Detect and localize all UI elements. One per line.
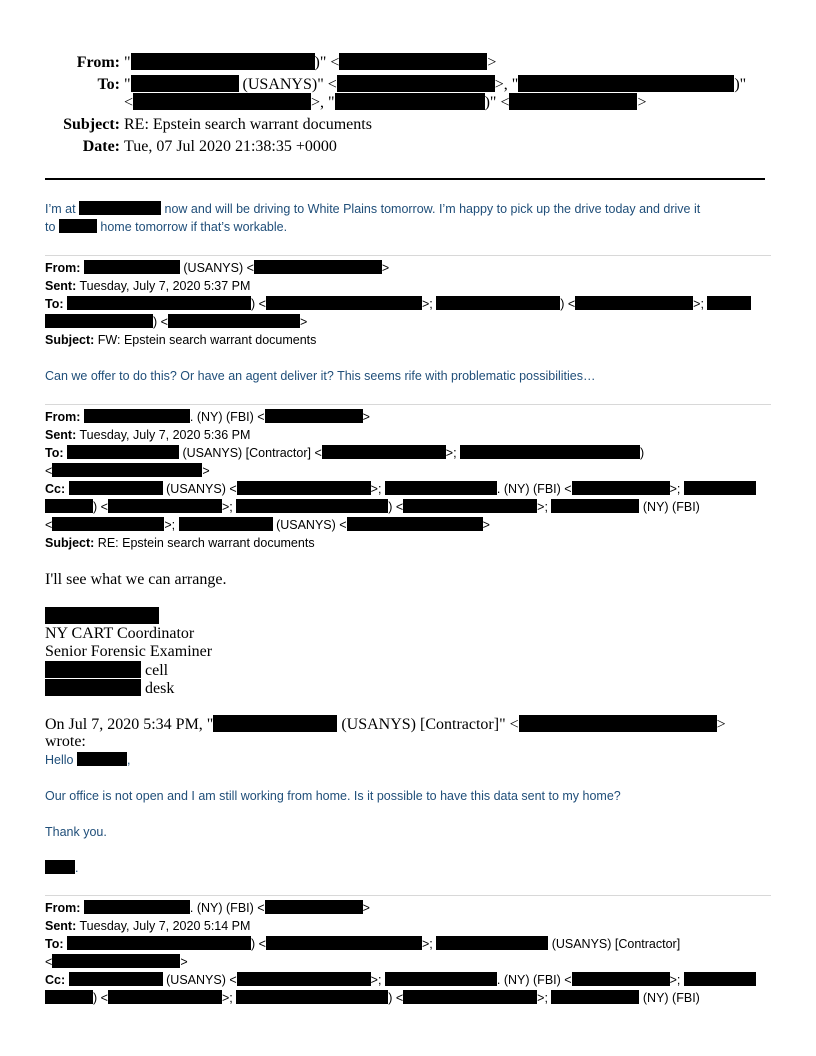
redaction [45, 607, 159, 624]
redaction [236, 990, 388, 1004]
from-text: > [362, 901, 370, 915]
cc-text: ) < [388, 500, 404, 514]
redaction [79, 201, 161, 215]
msg2-to-row-2 [45, 313, 307, 331]
redaction [108, 990, 222, 1004]
cc-text: (USANYS) < [166, 973, 237, 987]
redaction [335, 93, 485, 110]
redaction [265, 409, 363, 423]
from-label: From: [45, 261, 81, 275]
message-2-body: Can we offer to do this? Or have an agent deliver it? This seems rife with problematic possibilities… [45, 369, 596, 383]
cc-text: ) < [93, 991, 108, 1005]
subject-label: Subject: [45, 536, 95, 550]
sent-value: Tuesday, July 7, 2020 5:36 PM [79, 428, 251, 442]
redaction [436, 936, 548, 950]
subject-value: FW: Epstein search warrant documents [97, 333, 317, 347]
msg3-cc-row-2 [45, 498, 700, 516]
redaction [237, 972, 371, 986]
redaction [337, 75, 495, 92]
to-text: )" < [484, 94, 510, 111]
to-label: To: [45, 446, 64, 460]
to-label: To: [45, 297, 64, 311]
signature-title-1: NY CART Coordinator [45, 625, 195, 642]
cc-text: . (NY) (FBI) < [496, 973, 572, 987]
signature-cell [45, 661, 168, 680]
sent-label: Sent: [45, 919, 77, 933]
redaction [518, 75, 734, 92]
from-label: From: [45, 901, 81, 915]
to-text: > [299, 315, 308, 329]
header-from-row [0, 53, 496, 72]
msg3-to-row-2 [45, 462, 210, 480]
msg5-cc-row [45, 971, 756, 989]
to-text: < [45, 464, 53, 478]
from-quote: " [124, 54, 131, 71]
from-label: From: [76, 54, 120, 71]
redaction [67, 936, 251, 950]
to-text: (USANYS) [Contractor] < [182, 446, 322, 460]
redaction [707, 296, 751, 310]
redaction [519, 715, 717, 732]
cc-text: >; [537, 500, 548, 514]
cc-text: ) < [93, 500, 108, 514]
redaction [403, 990, 537, 1004]
cc-text: > [482, 518, 490, 532]
message-1-body [45, 200, 771, 236]
body-text: . [75, 861, 79, 875]
from-text: (USANYS) < [183, 261, 254, 275]
redaction [67, 445, 179, 459]
cc-text: >; [537, 991, 548, 1005]
quote-text: (USANYS) [Contractor]" < [341, 716, 519, 733]
to-text: >; [421, 937, 433, 951]
cc-text: (USANYS) < [276, 518, 347, 532]
quote-line [45, 715, 726, 734]
redaction [133, 93, 311, 110]
redaction [131, 53, 315, 70]
redaction [339, 53, 487, 70]
msg3-subject-row [45, 534, 315, 552]
to-text: ) [640, 446, 645, 460]
body-text: , [126, 753, 131, 767]
sent-value: Tuesday, July 7, 2020 5:14 PM [79, 919, 251, 933]
redaction [131, 75, 239, 92]
from-text: > [381, 261, 390, 275]
to-text: >; [421, 297, 433, 311]
cc-text: >; [669, 973, 681, 987]
redaction [266, 296, 422, 310]
header-date-row [0, 138, 337, 156]
sent-value: Tuesday, July 7, 2020 5:37 PM [79, 279, 251, 293]
body-text: now and will be driving to White Plains tomorrow. I’m happy to pick up the drive today and drive it [164, 202, 701, 216]
signature-desk-label: desk [145, 680, 175, 697]
to-text: ) < [153, 315, 168, 329]
to-text: >, " [494, 76, 519, 93]
msg4-thanks: Thank you. [45, 825, 107, 839]
body-text: I’m at [45, 202, 76, 216]
header-divider [45, 178, 765, 180]
subject-value: RE: Epstein search warrant documents [97, 536, 315, 550]
cc-text: < [45, 518, 53, 532]
msg5-to-row-2 [45, 953, 188, 971]
redaction [69, 972, 163, 986]
redaction [168, 314, 300, 328]
to-text: > [180, 955, 188, 969]
msg3-sent-row [45, 426, 250, 444]
body-text: to [45, 220, 56, 234]
quote-text: > [716, 716, 726, 733]
redaction [52, 954, 180, 968]
to-label: To: [97, 76, 120, 93]
sent-label: Sent: [45, 279, 77, 293]
quote-wrote: wrote: [45, 733, 86, 750]
msg4-signoff [45, 859, 771, 877]
msg2-from-row [45, 259, 389, 277]
subject-value: RE: Epstein search warrant documents [124, 116, 372, 133]
msg5-cc-row-2 [45, 989, 700, 1007]
cc-text: >; [221, 500, 233, 514]
redaction [684, 481, 756, 495]
to-text: ) < [251, 297, 266, 311]
cc-text: >; [370, 973, 382, 987]
signature-name [45, 607, 159, 626]
to-text: (USANYS)" < [242, 76, 337, 93]
message-divider [45, 895, 771, 896]
header-to-row-2 [124, 93, 647, 112]
from-text: . (NY) (FBI) < [189, 410, 265, 424]
to-text: < [45, 955, 53, 969]
msg5-from-row [45, 899, 370, 917]
date-value: Tue, 07 Jul 2020 21:38:35 +0000 [124, 138, 337, 155]
from-label: From: [45, 410, 81, 424]
msg3-cc-row-3 [45, 516, 490, 534]
from-text: )" < [314, 54, 340, 71]
cc-text: (NY) (FBI) [642, 991, 700, 1005]
subject-label: Subject: [63, 116, 120, 133]
redaction [84, 409, 190, 423]
cc-text: >; [669, 482, 681, 496]
redaction [45, 499, 93, 513]
date-label: Date: [82, 138, 120, 155]
to-text: ) < [251, 937, 266, 951]
redaction [108, 499, 222, 513]
redaction [77, 752, 127, 766]
redaction [254, 260, 382, 274]
redaction [509, 93, 637, 110]
redaction [684, 972, 756, 986]
redaction [385, 972, 497, 986]
to-text: >, " [311, 94, 335, 111]
redaction [572, 481, 670, 495]
redaction [572, 972, 670, 986]
redaction [436, 296, 560, 310]
msg4-paragraph: Our office is not open and I am still working from home. Is it possible to have this data sent to my home? [45, 789, 621, 803]
redaction [45, 679, 141, 696]
redaction [460, 445, 640, 459]
redaction [52, 463, 202, 477]
redaction [575, 296, 693, 310]
header-subject-row [0, 116, 372, 134]
redaction [59, 219, 97, 233]
from-text: > [487, 54, 497, 71]
signature-title-2: Senior Forensic Examiner [45, 643, 213, 660]
header-to-row [0, 75, 746, 94]
cc-label: Cc: [45, 973, 66, 987]
to-label: To: [45, 937, 64, 951]
redaction [213, 715, 337, 732]
signature-desk [45, 679, 174, 698]
redaction [551, 990, 639, 1004]
to-text: > [637, 94, 647, 111]
msg2-to-row [45, 295, 751, 313]
redaction [84, 260, 180, 274]
signature-cell-label: cell [145, 662, 169, 679]
cc-text: ) < [388, 991, 404, 1005]
to-text: < [124, 94, 134, 111]
message-divider [45, 404, 771, 405]
from-text: > [362, 410, 370, 424]
redaction [179, 517, 273, 531]
to-text: ) < [560, 297, 576, 311]
redaction [403, 499, 537, 513]
msg2-subject-row [45, 331, 316, 349]
msg4-hello [45, 751, 771, 769]
redaction [69, 481, 163, 495]
redaction [84, 900, 190, 914]
cc-text: . (NY) (FBI) < [496, 482, 572, 496]
cc-text: >; [164, 518, 176, 532]
sent-label: Sent: [45, 428, 77, 442]
quote-text: On Jul 7, 2020 5:34 PM, " [45, 716, 214, 733]
subject-label: Subject: [45, 333, 95, 347]
from-text: . (NY) (FBI) < [189, 901, 265, 915]
redaction [266, 936, 422, 950]
redaction [322, 445, 446, 459]
cc-text: >; [370, 482, 382, 496]
msg2-sent-row [45, 277, 250, 295]
msg3-body: I'll see what we can arrange. [45, 571, 227, 588]
cc-label: Cc: [45, 482, 66, 496]
redaction [347, 517, 483, 531]
to-text: >; [693, 297, 704, 311]
to-text: >; [445, 446, 457, 460]
redaction [385, 481, 497, 495]
body-text: home tomorrow if that’s workable. [100, 220, 288, 234]
redaction [45, 314, 153, 328]
cc-text: (NY) (FBI) [642, 500, 700, 514]
to-text: > [202, 464, 210, 478]
to-text: )" [734, 76, 747, 93]
redaction [52, 517, 164, 531]
redaction [236, 499, 388, 513]
redaction [237, 481, 371, 495]
msg5-sent-row [45, 917, 250, 935]
msg3-from-row [45, 408, 370, 426]
cc-text: (USANYS) < [166, 482, 237, 496]
cc-text: >; [221, 991, 233, 1005]
redaction [265, 900, 363, 914]
redaction [67, 296, 251, 310]
msg5-to-row [45, 935, 680, 953]
redaction [45, 661, 141, 678]
redaction [551, 499, 639, 513]
body-text: Hello [45, 753, 74, 767]
msg3-to-row [45, 444, 644, 462]
redaction [45, 990, 93, 1004]
msg3-cc-row [45, 480, 756, 498]
message-divider [45, 255, 771, 256]
to-text: (USANYS) [Contractor] [551, 937, 681, 951]
redaction [45, 860, 75, 874]
to-text: " [124, 76, 131, 93]
